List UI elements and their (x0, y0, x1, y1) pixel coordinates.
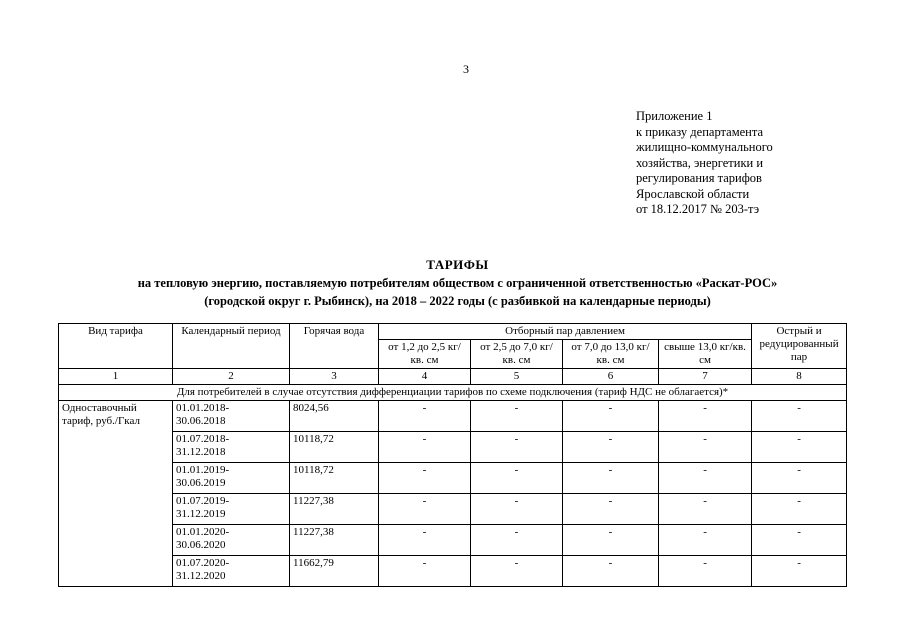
document-title (40, 256, 875, 310)
period-text: 01.07.2019- 31.12.2019 (176, 495, 230, 520)
appendix-reference (636, 109, 773, 218)
sharp-steam-value: - (752, 463, 847, 494)
appendix-line: Ярославской области (636, 186, 750, 201)
sharp-steam-value: - (752, 401, 847, 432)
table-row (59, 556, 847, 587)
title-main: ТАРИФЫ (426, 257, 489, 272)
steam-4-value: - (659, 525, 752, 556)
table-row (59, 432, 847, 463)
table-row (59, 401, 847, 432)
column-number: 3 (290, 369, 379, 385)
steam-4-value: - (659, 494, 752, 525)
period-cell (173, 525, 290, 556)
period-cell (173, 556, 290, 587)
header-steam-4: свыше 13,0 кг/кв. см (659, 340, 752, 369)
steam-3-value: - (563, 525, 659, 556)
steam-3-value: - (563, 432, 659, 463)
steam-2-value: - (471, 525, 563, 556)
steam-2-value: - (471, 463, 563, 494)
appendix-line: жилищно-коммунального (636, 140, 773, 154)
period-cell (173, 432, 290, 463)
period-cell (173, 463, 290, 494)
header-steam-1: от 1,2 до 2,5 кг/кв. см (379, 340, 471, 369)
steam-4-value: - (659, 556, 752, 587)
steam-2-value: - (471, 556, 563, 587)
steam-4-value: - (659, 463, 752, 494)
hot-water-value: 10118,72 (290, 463, 379, 494)
steam-1-value: - (379, 494, 471, 525)
header-hot-water: Горячая вода (290, 324, 379, 369)
appendix-line: от 18.12.2017 № 203-тэ (636, 202, 760, 216)
period-text: 01.01.2020- 30.06.2020 (176, 526, 230, 551)
page-number: 3 (463, 62, 469, 76)
table-row (59, 463, 847, 494)
column-number: 4 (379, 369, 471, 385)
steam-2-value: - (471, 494, 563, 525)
header-steam-3: от 7,0 до 13,0 кг/кв. см (563, 340, 659, 369)
header-sharp-steam: Острый и редуцированный пар (752, 324, 847, 369)
hot-water-value: 11227,38 (290, 525, 379, 556)
header-tariff-type: Вид тарифа (59, 324, 173, 369)
period-text: 01.07.2020- 31.12.2020 (176, 557, 230, 582)
title-subtitle-line: (городской округ г. Рыбинск), на 2018 – 2022 годы (с разбивкой на календарные периоды) (204, 294, 711, 308)
hot-water-value: 11227,38 (290, 494, 379, 525)
steam-3-value: - (563, 401, 659, 432)
consumers-note-row (59, 385, 847, 401)
column-number: 1 (59, 369, 173, 385)
steam-1-value: - (379, 463, 471, 494)
steam-1-value: - (379, 556, 471, 587)
appendix-line: хозяйства, энергетики и (636, 155, 764, 170)
hot-water-value: 10118,72 (290, 432, 379, 463)
period-text: 01.01.2019- 30.06.2019 (176, 464, 230, 489)
steam-2-value: - (471, 432, 563, 463)
column-number: 5 (471, 369, 563, 385)
steam-2-value: - (471, 401, 563, 432)
column-number: 6 (563, 369, 659, 385)
header-steam-2: от 2,5 до 7,0 кг/кв. см (471, 340, 563, 369)
steam-3-value: - (563, 494, 659, 525)
steam-3-value: - (563, 463, 659, 494)
hot-water-value: 8024,56 (290, 401, 379, 432)
tariff-table (58, 323, 847, 587)
column-number: 2 (173, 369, 290, 385)
sharp-steam-value: - (752, 494, 847, 525)
steam-4-value: - (659, 432, 752, 463)
steam-4-value: - (659, 401, 752, 432)
column-number: 7 (659, 369, 752, 385)
period-cell (173, 494, 290, 525)
period-cell (173, 401, 290, 432)
sharp-steam-value: - (752, 525, 847, 556)
column-number-row (59, 369, 847, 385)
period-text: 01.07.2018- 31.12.2018 (176, 433, 230, 458)
steam-1-value: - (379, 525, 471, 556)
appendix-line: Приложение 1 (636, 109, 713, 123)
header-period: Календарный период (173, 324, 290, 369)
title-subtitle-line: на тепловую энергию, поставляемую потребителям обществом с ограниченной ответственностью «Раскат-РОС» (137, 276, 778, 290)
header-steam-group: Отборный пар давлением (379, 324, 752, 340)
tariff-type-label: Одноставочный тариф, руб./Гкал (59, 401, 173, 587)
steam-1-value: - (379, 401, 471, 432)
column-number: 8 (752, 369, 847, 385)
table-row (59, 494, 847, 525)
sharp-steam-value: - (752, 556, 847, 587)
steam-3-value: - (563, 556, 659, 587)
sharp-steam-value: - (752, 432, 847, 463)
table-row (59, 525, 847, 556)
consumers-note: Для потребителей в случае отсутствия дифференциации тарифов по схеме подключения (тариф НДС не облагается)* (59, 385, 847, 401)
appendix-line: регулирования тарифов (636, 171, 762, 185)
appendix-line: к приказу департамента (636, 124, 764, 139)
steam-1-value: - (379, 432, 471, 463)
hot-water-value: 11662,79 (290, 556, 379, 587)
period-text: 01.01.2018- 30.06.2018 (176, 402, 230, 427)
